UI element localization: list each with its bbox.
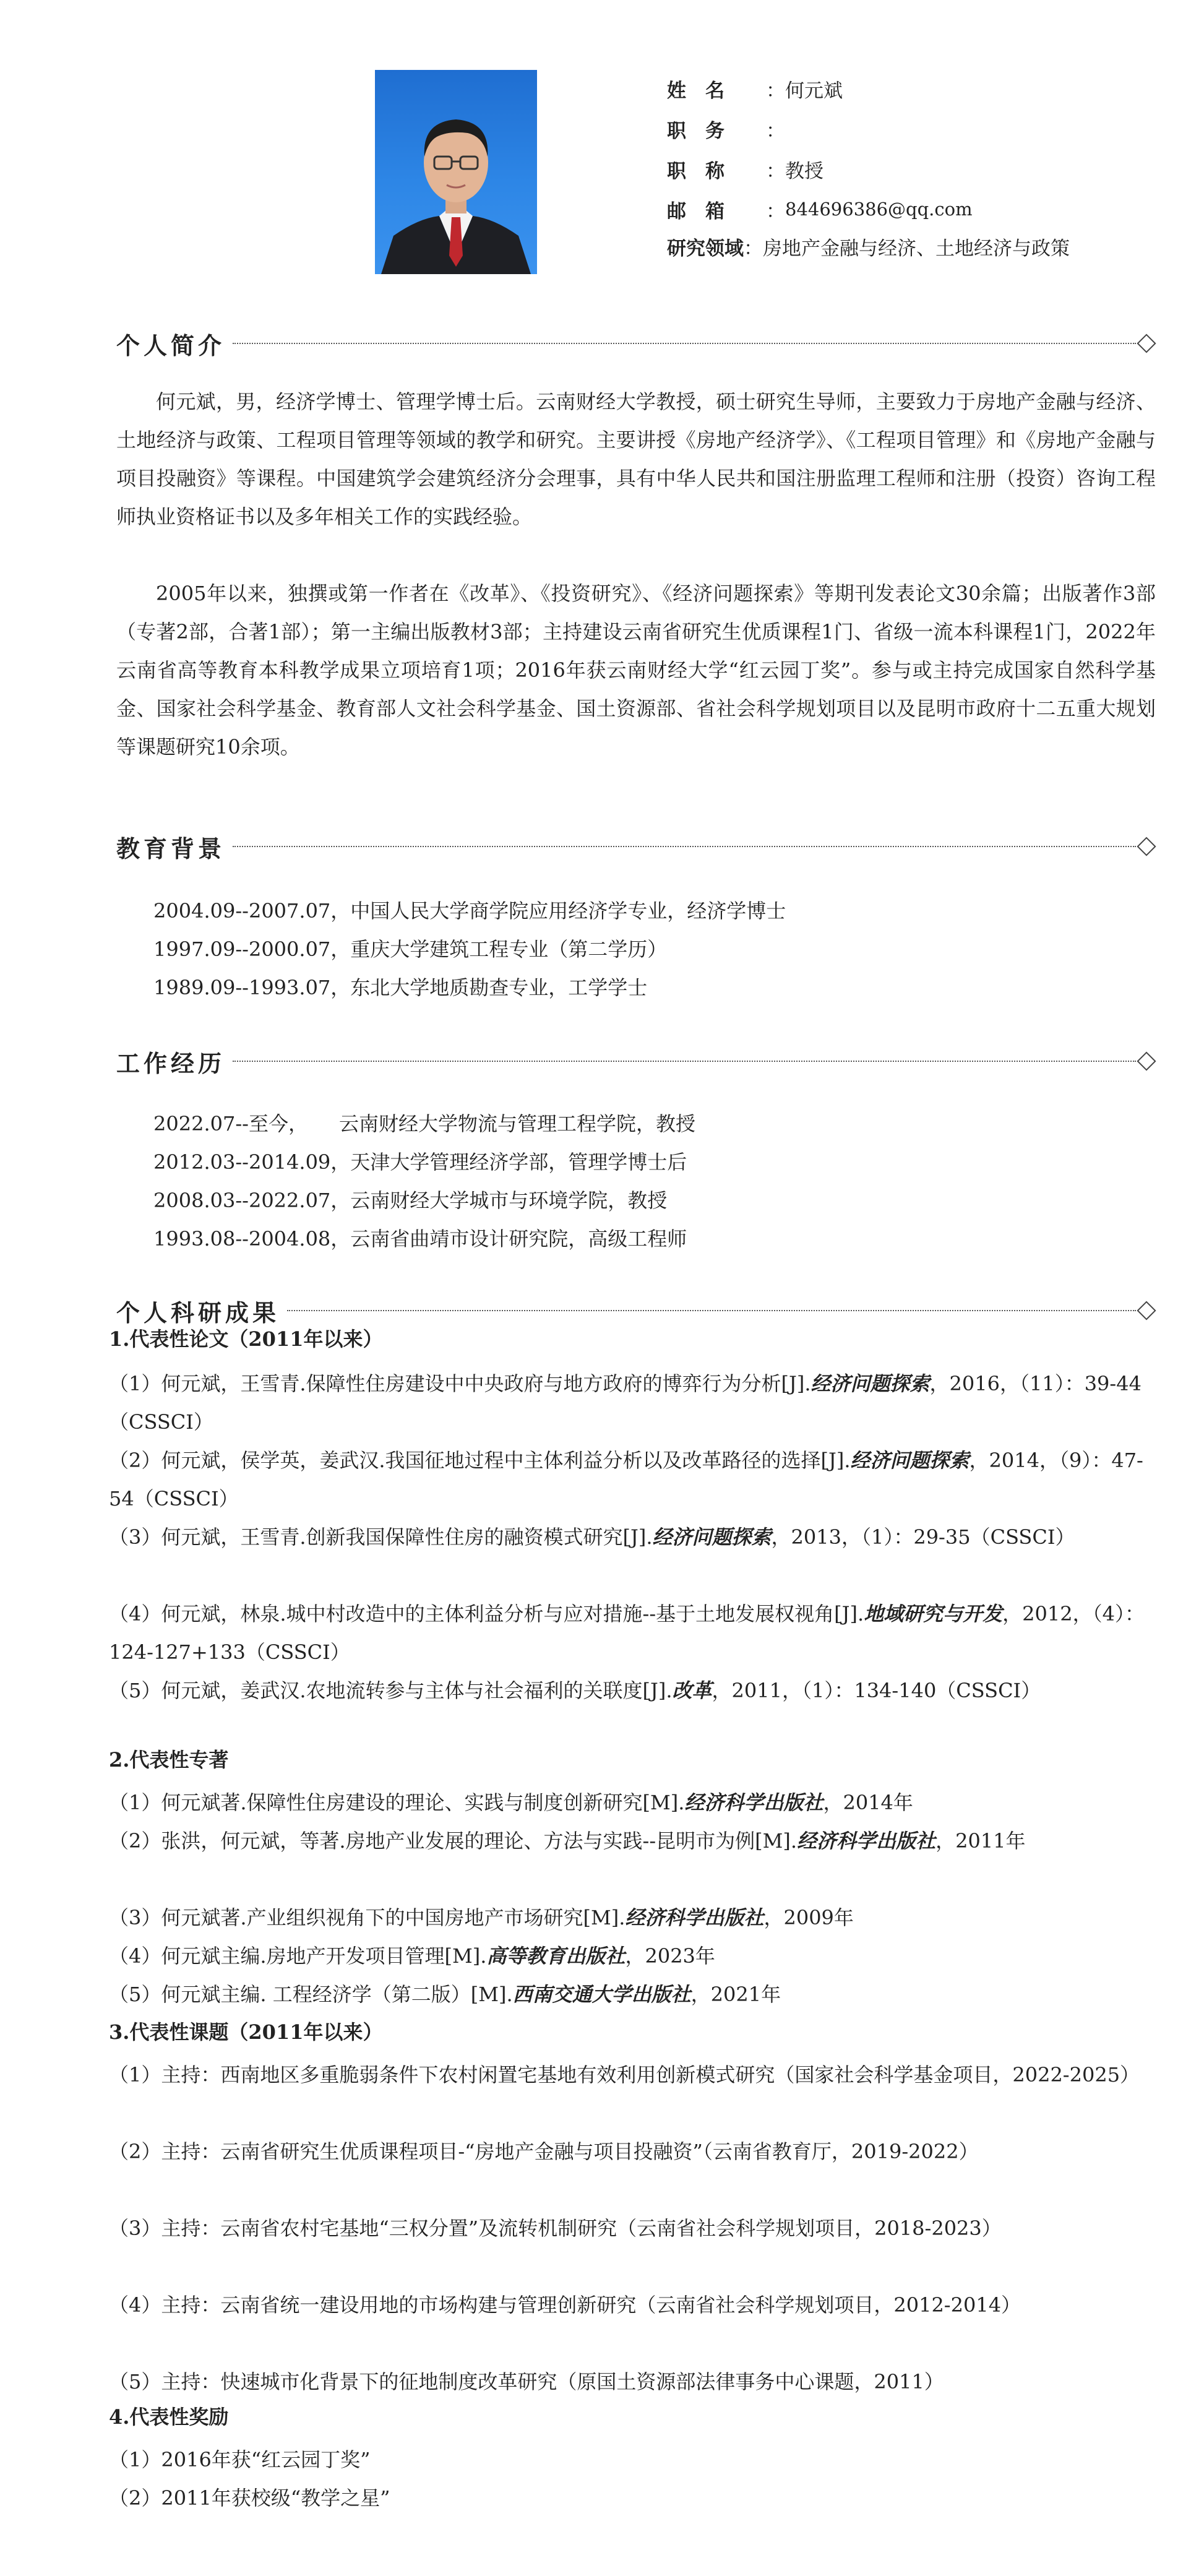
section-education-heading [116, 828, 1156, 865]
project-item: （4）主持：云南省统一建设用地的市场构建与管理创新研究（云南省社会科学规划项目，2012-2014） [109, 2293, 1021, 2317]
paper-item: （4）何元斌，林泉.城中村改造中的主体利益分析与应对措施--基于土地发展权视角[J].地域研究与开发，2012，（4）：124-127+133（CSSCI） [109, 1602, 1145, 1664]
profile-title-row: 职 称 ： 教授 [667, 150, 823, 187]
work-date: 1993.08--2004.08， [153, 1227, 351, 1251]
intro-paragraph-2: 2005年以来，独撰或第一作者在《改革》、《投资研究》、《经济问题探索》等期刊发表论文30余篇；出版著作3部（专著2部，合著1部）；第一主编出版教材3部；主持建设云南省研究生优质课程1门、省级一流本科课程1门，2022年云南省高等教育本科教学成果立项培育1项；2016年获云南财经大学“红云园丁奖”。参与或主持完成国家自然科学基金、国家社会科学基金、教育部人文社会科学基金、国土资源部、省社会科学规划项目以及昆明市政府十二五重大规划等课题研究10余项。 [116, 582, 1156, 759]
section-education-title: 教育背景 [116, 835, 226, 863]
awards-subheading: 4.代表性奖励 [109, 2405, 229, 2429]
award-item: （1）2016年获“红云园丁奖” [109, 2448, 371, 2471]
section-divider [233, 846, 1136, 847]
projects-subheading: 3.代表性课题（2011年以来） [109, 2020, 383, 2044]
work-date: 2012.03--2014.09， [153, 1150, 351, 1174]
portrait-illustration [375, 70, 537, 274]
section-work-title: 工作经历 [116, 1049, 226, 1077]
paper-item: （3）何元斌，王雪青.创新我国保障性住房的融资模式研究[J].经济问题探索，2013，（1）：29-35（CSSCI） [109, 1525, 1075, 1549]
work-date: 2008.03--2022.07， [153, 1189, 351, 1212]
profile-email-row: 邮 箱 ： 844696386@qq.com [667, 191, 973, 228]
work-date: 2022.07--至今， [153, 1112, 308, 1135]
book-item: （4）何元斌主编.房地产开发项目管理[M].高等教育出版社，2023年 [109, 1944, 715, 1968]
work-item [153, 1105, 695, 1143]
diamond-icon [1137, 837, 1156, 856]
section-intro-title: 个人简介 [116, 332, 226, 360]
profile-name-value: 何元斌 [785, 79, 843, 102]
work-item [153, 1220, 687, 1258]
intro-paragraph-1: 何元斌，男，经济学博士、管理学博士后。云南财经大学教授，硕士研究生导师，主要致力于房地产金融与经济、土地经济与政策、工程项目管理等领域的教学和研究。主要讲授《房地产经济学》、《工程项目管理》和《房地产金融与项目投融资》等课程。中国建筑学会建筑经济分会理事，具有中华人民共和国注册监理工程师和注册（投资）咨询工程师执业资格证书以及多年相关工作的实践经验。 [116, 390, 1156, 528]
profile-email-value[interactable]: 844696386@qq.com [785, 199, 973, 220]
work-item [153, 1143, 687, 1181]
profile-name-label: 姓 名 [667, 79, 724, 102]
award-item: （2）2011年获校级“教学之星” [109, 2486, 390, 2510]
section-research-title: 个人科研成果 [116, 1299, 280, 1327]
paper-item: （1）何元斌，王雪青.保障性住房建设中中央政府与地方政府的博弈行为分析[J].经济问题探索，2016，（11）：39-44（CSSCI） [109, 1372, 1142, 1434]
section-divider [233, 1061, 1136, 1062]
diamond-icon [1137, 1301, 1156, 1320]
section-work-heading [116, 1043, 1156, 1080]
profile-position-label: 职 务 [667, 119, 724, 142]
work-text: 云南财经大学城市与环境学院，教授 [350, 1189, 668, 1212]
profile-photo [375, 70, 537, 274]
book-item: （5）何元斌主编. 工程经济学（第二版）[M].西南交通大学出版社，2021年 [109, 1983, 781, 2006]
work-text: 云南财经大学物流与管理工程学院，教授 [339, 1112, 696, 1135]
profile-research-row: 研究领域 ： 房地产金融与经济、土地经济与政策 [667, 228, 1070, 265]
section-divider [233, 343, 1136, 344]
diamond-icon [1137, 1051, 1156, 1070]
profile-research-label: 研究领域 [667, 237, 744, 260]
profile-title-label: 职 称 [667, 160, 724, 183]
diamond-icon [1137, 334, 1156, 353]
work-text: 天津大学管理经济学部，管理学博士后 [350, 1150, 687, 1174]
profile-title-value: 教授 [785, 160, 823, 183]
project-item: （3）主持：云南省农村宅基地“三权分置”及流转机制研究（云南省社会科学规划项目，2018-2023） [109, 2216, 1002, 2240]
work-text: 云南省曲靖市设计研究院，高级工程师 [350, 1227, 687, 1251]
books-subheading: 2.代表性专著 [109, 1748, 229, 1772]
profile-research-value: 房地产金融与经济、土地经济与政策 [763, 237, 1070, 260]
project-item: （5）主持：快速城市化背景下的征地制度改革研究（原国土资源部法律事务中心课题，2011） [109, 2370, 944, 2393]
project-item: （2）主持：云南省研究生优质课程项目-“房地产金融与项目投融资”（云南省教育厅，2019-2022） [109, 2140, 979, 2163]
section-intro-heading [116, 325, 1156, 362]
papers-subheading: 1.代表性论文（2011年以来） [109, 1327, 383, 1351]
book-item: （3）何元斌著.产业组织视角下的中国房地产市场研究[M].经济科学出版社，2009年 [109, 1906, 854, 1929]
project-item: （1）主持：西南地区多重脆弱条件下农村闲置宅基地有效利用创新模式研究（国家社会科学基金项目，2022-2025） [109, 2063, 1140, 2087]
profile-position-row: 职 务 ： [667, 110, 785, 147]
book-item: （2）张洪，何元斌，等著.房地产业发展的理论、方法与实践--昆明市为例[M].经济科学出版社，2011年 [109, 1829, 1026, 1853]
profile-email-label: 邮 箱 [667, 200, 724, 223]
paper-item: （2）何元斌，侯学英，姜武汉.我国征地过程中主体利益分析以及改革路径的选择[J].经济问题探索，2014，（9）：47-54（CSSCI） [109, 1449, 1143, 1510]
education-item: 2004.09--2007.07，中国人民大学商学院应用经济学专业，经济学博士 [153, 899, 786, 923]
section-divider [287, 1310, 1136, 1311]
profile-name-row: 姓 名 ： 何元斌 [667, 70, 843, 107]
work-item [153, 1181, 667, 1220]
education-item: 1989.09--1993.07，东北大学地质勘查专业，工学学士 [153, 976, 648, 999]
education-item: 1997.09--2000.07，重庆大学建筑工程专业（第二学历） [153, 937, 668, 961]
paper-item: （5）何元斌，姜武汉.农地流转参与主体与社会福利的关联度[J].改革，2011，（1）：134-140（CSSCI） [109, 1679, 1041, 1702]
book-item: （1）何元斌著.保障性住房建设的理论、实践与制度创新研究[M].经济科学出版社，2014年 [109, 1791, 913, 1814]
